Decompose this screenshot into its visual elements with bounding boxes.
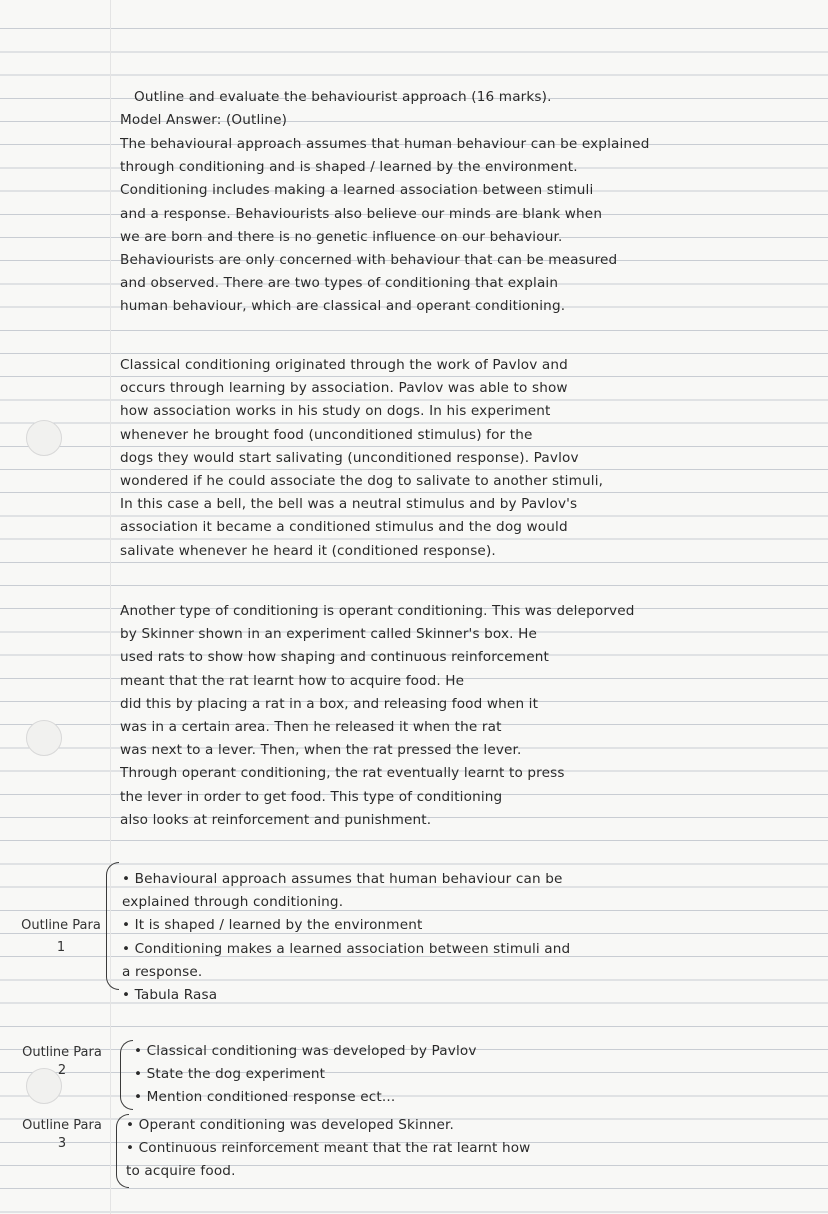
question-title: Outline and evaluate the behaviourist approach (16 marks).: [134, 89, 552, 105]
paragraph-1: [120, 133, 798, 319]
curly-brace: [120, 1040, 133, 1110]
text-line: salivate whenever he heard it (conditioned response).: [120, 542, 496, 559]
text-line: did this by placing a rat in a box, and releasing food when it: [120, 695, 539, 712]
text-line: also looks at reinforcement and punishment.: [120, 811, 432, 828]
label-number: 2: [57, 1063, 67, 1078]
text-line: Classical conditioning originated through the work of Pavlov and: [120, 357, 568, 373]
label-number: 1: [56, 940, 66, 955]
question-block: [134, 86, 798, 109]
text-line: dogs they would start salivating (unconditioned response). Pavlov: [120, 449, 579, 466]
bullet-item: • Tabula Rasa: [122, 986, 218, 1003]
text-line: through conditioning and is shaped / learned by the environment.: [120, 159, 578, 176]
text-line: used rats to show how shaping and continuous reinforcement: [120, 649, 549, 666]
text-line: association it became a conditioned stimulus and the dog would: [120, 519, 568, 536]
bullet-item: • Behavioural approach assumes that human behaviour can be: [122, 871, 563, 887]
paragraph-2: [120, 354, 798, 563]
text-line: Conditioning includes making a learned association between stimuli: [120, 182, 594, 199]
model-answer-heading-block: [120, 109, 798, 132]
punch-hole: [26, 420, 62, 456]
text-line: the lever in order to get food. This type of conditioning: [120, 788, 503, 805]
outline-para-3-label: [0, 1118, 124, 1152]
bullet-item: explained through conditioning.: [122, 894, 344, 911]
text-line: Another type of conditioning is operant conditioning. This was deleporved: [120, 603, 635, 619]
text-line: and observed. There are two types of conditioning that explain: [120, 275, 559, 292]
outline-para-3-notes: [126, 1114, 798, 1184]
text-line: meant that the rat learnt how to acquire food. He: [120, 672, 465, 689]
text-line: wondered if he could associate the dog to salivate to another stimuli,: [120, 472, 604, 489]
margin-line: [110, 0, 111, 1214]
outline-para-1-notes: [122, 868, 798, 1007]
model-answer-heading: Model Answer: (Outline): [120, 112, 288, 128]
text-line: Through operant conditioning, the rat eventually learnt to press: [120, 765, 565, 782]
text-line: In this case a bell, the bell was a neutral stimulus and by Pavlov's: [120, 496, 578, 513]
paragraph-3: [120, 600, 798, 832]
text-line: occurs through learning by association. Pavlov was able to show: [120, 380, 568, 397]
bullet-item: to acquire food.: [126, 1163, 236, 1180]
text-line: and a response. Behaviourists also believe our minds are blank when: [120, 205, 603, 222]
label-number: 3: [57, 1136, 67, 1151]
label-text: Outline Para: [21, 918, 101, 933]
bullet-item: • Continuous reinforcement meant that the rat learnt how: [126, 1140, 531, 1157]
text-line: whenever he brought food (unconditioned stimulus) for the: [120, 426, 533, 443]
outline-para-1-label: [6, 918, 116, 956]
label-text: Outline Para: [22, 1045, 102, 1060]
text-line: how association works in his study on dogs. In his experiment: [120, 403, 551, 420]
bullet-item: • Classical conditioning was developed by Pavlov: [134, 1043, 477, 1059]
bullet-item: • Operant conditioning was developed Skinner.: [126, 1117, 454, 1133]
punch-hole: [26, 720, 62, 756]
text-line: was in a certain area. Then he released it when the rat: [120, 718, 502, 735]
label-text: Outline Para: [22, 1118, 102, 1133]
outline-para-2-label: [0, 1045, 124, 1079]
text-line: human behaviour, which are classical and operant conditioning.: [120, 298, 566, 315]
bullet-item: • Mention conditioned response ect...: [134, 1089, 396, 1106]
text-line: was next to a lever. Then, when the rat pressed the lever.: [120, 742, 522, 759]
text-line: we are born and there is no genetic influence on our behaviour.: [120, 228, 563, 245]
outline-para-2-notes: [134, 1040, 798, 1110]
text-line: by Skinner shown in an experiment called Skinner's box. He: [120, 626, 537, 643]
text-line: The behavioural approach assumes that human behaviour can be explained: [120, 136, 650, 152]
bullet-item: • It is shaped / learned by the environment: [122, 917, 423, 934]
bullet-item: • State the dog experiment: [134, 1066, 326, 1083]
bullet-item: • Conditioning makes a learned association between stimuli and: [122, 940, 571, 957]
text-line: Behaviourists are only concerned with behaviour that can be measured: [120, 251, 618, 268]
curly-brace: [106, 862, 119, 990]
bullet-item: a response.: [122, 963, 203, 980]
